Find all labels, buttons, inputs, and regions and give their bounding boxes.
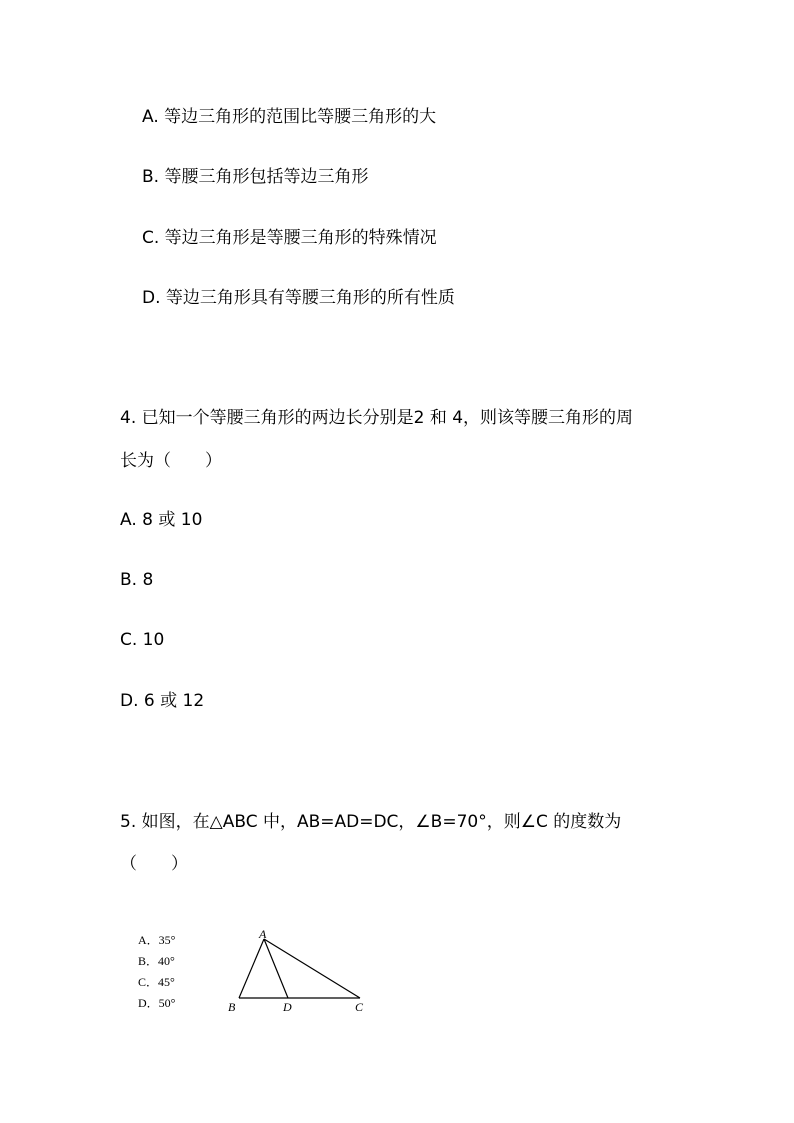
q4-option-c: C. 10 [120, 630, 165, 650]
vertex-label-c: C [355, 1000, 364, 1014]
segment-ad [264, 939, 288, 998]
q5-option-b: B．40° [138, 954, 175, 968]
q3-option-d: D. 等边三角形具有等腰三角形的所有性质 [142, 288, 455, 308]
vertex-label-d: D [283, 1000, 292, 1014]
vertex-label-b: B [228, 1000, 236, 1014]
vertex-label-a: A [259, 927, 267, 941]
q4-option-a: A. 8 或 10 [120, 510, 203, 530]
q5-option-c: C．45° [138, 975, 175, 989]
segment-ab [239, 939, 264, 998]
q3-option-c: C. 等边三角形是等腰三角形的特殊情况 [142, 228, 437, 248]
q5-option-a: A．35° [138, 933, 176, 947]
q5-stem-line1: 5. 如图，在△ABC 中，AB=AD=DC，∠B=70°，则∠C 的度数为 [120, 812, 622, 832]
q5-stem-line2: （ ） [120, 854, 188, 874]
q3-option-a: A. 等边三角形的范围比等腰三角形的大 [142, 107, 437, 127]
q4-option-b: B. 8 [120, 570, 154, 590]
q4-stem-line2: 长为（ ） [120, 451, 222, 471]
q4-option-d: D. 6 或 12 [120, 691, 205, 711]
q4-stem-line1: 4. 已知一个等腰三角形的两边长分别是2 和 4，则该等腰三角形的周 [120, 408, 634, 428]
q3-option-b: B. 等腰三角形包括等边三角形 [142, 167, 369, 187]
segment-ac [264, 939, 360, 998]
q5-option-d: D．50° [138, 996, 176, 1010]
